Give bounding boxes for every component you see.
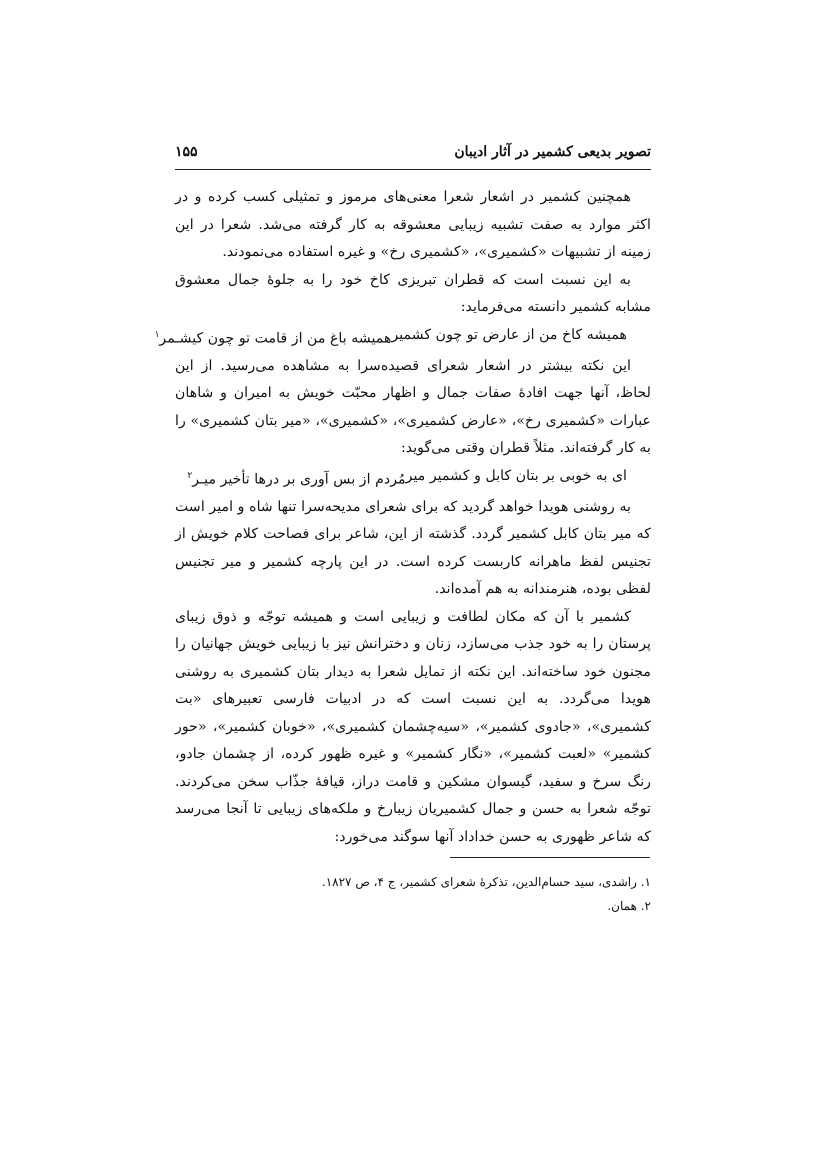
paragraph-5: کشمیر با آن که مکان لطافت و زیبایی است و همیشه توجّه و ذوق زیبای پرستان را به خود جذب می‌سازد، زنان و دخترانش نیز با زیبایی خویش جهانیان را مجنون خود ساخته‌اند. این نکته از تمایل شعرا به دیدار بتان کشمیری به روشنی هویدا می‌گردد. به این نسبت است که در ادبیات فارسی تعبیرهای «بت کشمیری»، «جادوی کشمیر»، «سیه‌چشمان کشمیری»، «خوبان کشمیر»، «حور کشمیر» «لعبت کشمیر»، «نگار کشمیر» و غیره ظهور کرده، از چشمان جادو، رنگ سرخ و سفید، گیسوان مشکین و قامت دراز، قیافهٔ جذّاب سخن می‌کردند. توجّه شعرا به حسن و جمال کشمیریان زیبارخ و ملکه‌های زیبایی تا آنجا می‌رسد که شاعر ظهوری به حسن خداداد آنها سوگند می‌خورد:	[175, 608, 651, 845]
page-number: ۱۵۵	[175, 144, 198, 160]
header-divider	[175, 169, 651, 170]
verse-2	[175, 463, 651, 494]
footnote-divider	[450, 857, 650, 858]
footnote-1: ۱. راشدی، سید حسام‌الدین، تذکرهٔ شعرای کشمیر، ج ۴، ص ۱۸۲۷.	[321, 875, 651, 889]
verse-1-hemistich-right: همیشه کاخ من از عارض تو چون کشمیر	[391, 326, 627, 343]
running-header	[175, 142, 651, 166]
verse-2-hemistich-left: مُردم از بس آوری بر درها تأخیر میـر$^۲$	[187, 470, 406, 488]
footnotes	[175, 870, 651, 918]
footnote-ref-2: ۲	[187, 470, 193, 481]
verse-1-hemistich-left: همیشه باغ من از قامت تو چون کیشـمر$^۱$	[154, 329, 392, 347]
footnote-ref-1: ۱	[154, 329, 160, 340]
footnote-2: ۲. همان.	[607, 899, 651, 913]
paragraph-4: به روشنی هویدا خواهد گردید که برای شعرای مدیحه‌سرا تنها شاه و امیر است که میر بتان کابل کشمیر گردد. گذشته از این، شاعر برای فصاحت کلام خویش از تجنیس لفظ ماهرانه کاربست کرده است. در این پارچه کشمیر و میر تجنیس لفظی بوده، هنرمندانه به هم آمده‌اند.	[175, 498, 651, 598]
verse-1	[154, 322, 651, 353]
verse-2-hemistich-right: ای به خوبی بر بتان کابل و کشمیر میر	[405, 467, 627, 484]
running-title: تصویر بدیعی کشمیر در آثار ادیبان	[454, 144, 651, 160]
paragraph-1: همچنین کشمیر در اشعار شعرا معنی‌های مرموز و تمثیلی کسب کرده و در اکثر موارد به صفت تشبیه زیبایی معشوقه به کار گرفته می‌شد. شعرا در این زمینه از تشبیهات «کشمیری»، «کشمیری رخ» و غیره استفاده می‌نمودند.	[175, 189, 651, 260]
body-text	[154, 184, 651, 851]
paragraph-2: به این نسبت است که قطران تبریزی کاخ خود را به جلوهٔ جمال معشوق مشابه کشمیر دانسته می‌فرماید:	[175, 271, 651, 315]
paragraph-3: این نکته بیشتر در اشعار شعرای قصیده‌سرا به مشاهده می‌رسید. از این لحاظ، آنها جهت افادهٔ صفات جمال و اظهار محبّت خویش به امیران و شاهان عبارات «کشمیری رخ»، «عارض کشمیری»، «کشمیری»، «میر بتان کشمیری» را به کار گرفته‌اند. مثلاً قطران وقتی می‌گوید:	[175, 357, 651, 457]
